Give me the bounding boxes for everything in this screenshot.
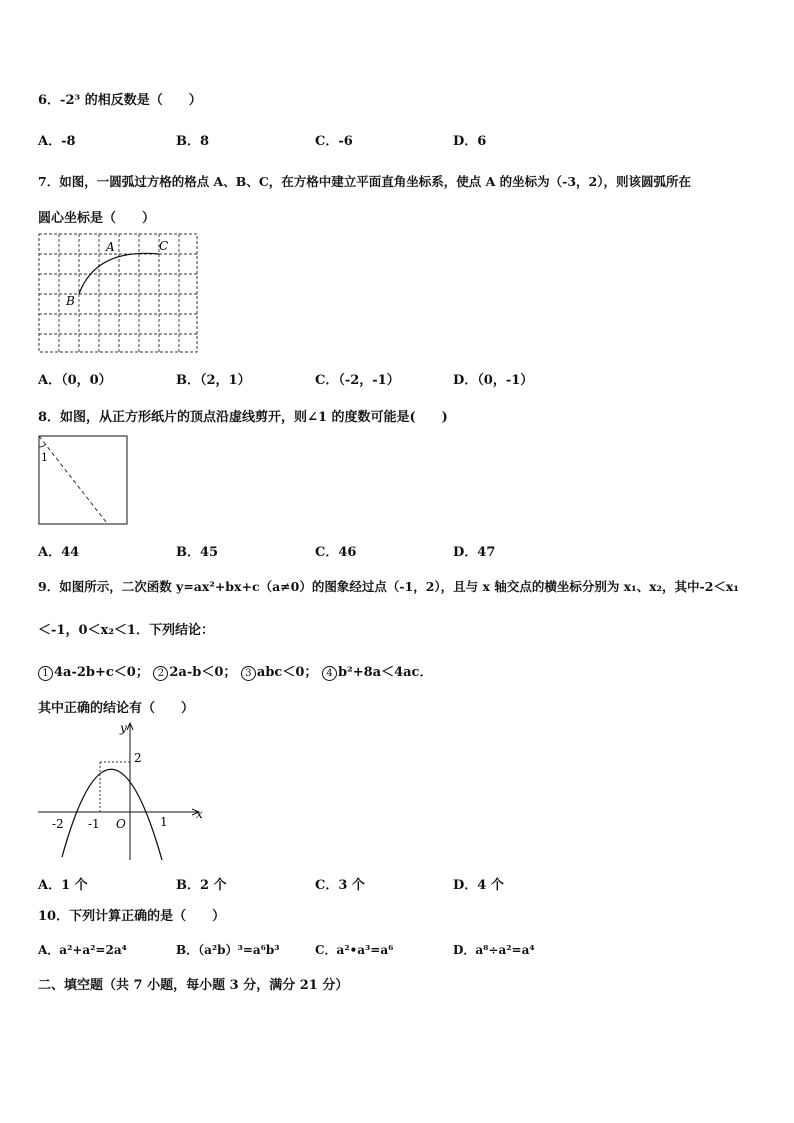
q9-option-b: B．2 个 — [176, 878, 227, 893]
q8-cut-line — [39, 436, 106, 522]
q7-label-c: C — [159, 239, 169, 253]
q9-parabola-graph — [36, 720, 208, 862]
y-tick-2: 2 — [134, 751, 142, 765]
x-tick-neg1: -1 — [88, 817, 100, 831]
q7-option-c: C．（-2，-1） — [315, 373, 400, 388]
conclusion-2-marker: 2 — [153, 666, 168, 681]
q7-option-b: B．（2，1） — [176, 373, 251, 388]
y-axis-label: y — [120, 721, 127, 735]
q9-option-a: A．1 个 — [38, 878, 88, 893]
conclusion-2: 2a-b＜0； — [169, 665, 237, 680]
q8-option-c: C．46 — [315, 545, 357, 560]
q6-option-d: D．6 — [453, 134, 487, 149]
q10-option-a: A．a²+a²=2a⁴ — [38, 943, 127, 957]
section-2-heading: 二、填空题（共 7 小题，每小题 3 分，满分 21 分） — [38, 978, 349, 993]
q7-label-b: B — [66, 294, 75, 308]
q7-stem-line1: 7．如图，一圆弧过方格的格点 A、B、C，在方格中建立平面直角坐标系，使点 A 的坐标为（-3，2），则该圆弧所在 — [38, 174, 691, 189]
q10-option-d: D．a⁸÷a²=a⁴ — [453, 943, 535, 957]
q8-option-d: D．47 — [453, 545, 496, 560]
q8-option-b: B．45 — [176, 545, 219, 560]
q9-stem-line2: ＜-1，0＜x₂＜1．下列结论： — [38, 623, 214, 638]
q10-option-c: C．a²•a³=a⁶ — [315, 943, 394, 957]
q7-stem-line2: 圆心坐标是（ ） — [38, 211, 156, 226]
q9-question: 其中正确的结论有（ ） — [38, 701, 195, 716]
q9-option-d: D．4 个 — [453, 878, 504, 893]
q8-stem: 8．如图，从正方形纸片的顶点沿虚线剪开，则∠1 的度数可能是( ) — [38, 410, 448, 425]
q7-label-a: A — [106, 240, 115, 254]
x-tick-1: 1 — [160, 815, 168, 829]
q9-conclusions — [38, 661, 432, 681]
parabola-curve — [62, 769, 162, 860]
conclusion-1: 4a-2b+c＜0； — [54, 665, 149, 680]
q6-option-a: A．-8 — [38, 134, 76, 149]
q9-option-c: C．3 个 — [315, 878, 365, 893]
q10-option-b: B．（a²b）³=a⁶b³ — [176, 943, 280, 957]
q8-square-figure — [38, 435, 130, 527]
q8-option-a: A．44 — [38, 545, 80, 560]
q7-grid-figure — [38, 233, 200, 355]
conclusion-1-marker: 1 — [38, 666, 53, 681]
origin-label: O — [116, 817, 126, 831]
q6-stem: 6．-2³ 的相反数是（ ） — [38, 93, 202, 108]
conclusion-4: b²+8a＜4ac． — [337, 665, 433, 680]
x-tick-neg2: -2 — [52, 817, 64, 831]
q7-option-d: D．（0，-1） — [453, 373, 534, 388]
conclusion-3: abc＜0； — [256, 665, 318, 680]
x-axis-label: x — [196, 807, 203, 821]
q8-angle-label: 1 — [41, 451, 48, 464]
q9-stem-line1: 9．如图所示，二次函数 y=ax²+bx+c（a≠0）的图象经过点（-1，2），且与 x 轴交点的横坐标分别为 x₁、x₂，其中-2＜x₁ — [38, 579, 739, 594]
q7-option-a: A．（0，0） — [38, 373, 112, 388]
q10-stem: 10．下列计算正确的是（ ） — [38, 909, 226, 924]
conclusion-4-marker: 4 — [322, 666, 337, 681]
q6-option-c: C．-6 — [315, 134, 353, 149]
conclusion-3-marker: 3 — [241, 666, 256, 681]
q6-option-b: B．8 — [176, 134, 210, 149]
